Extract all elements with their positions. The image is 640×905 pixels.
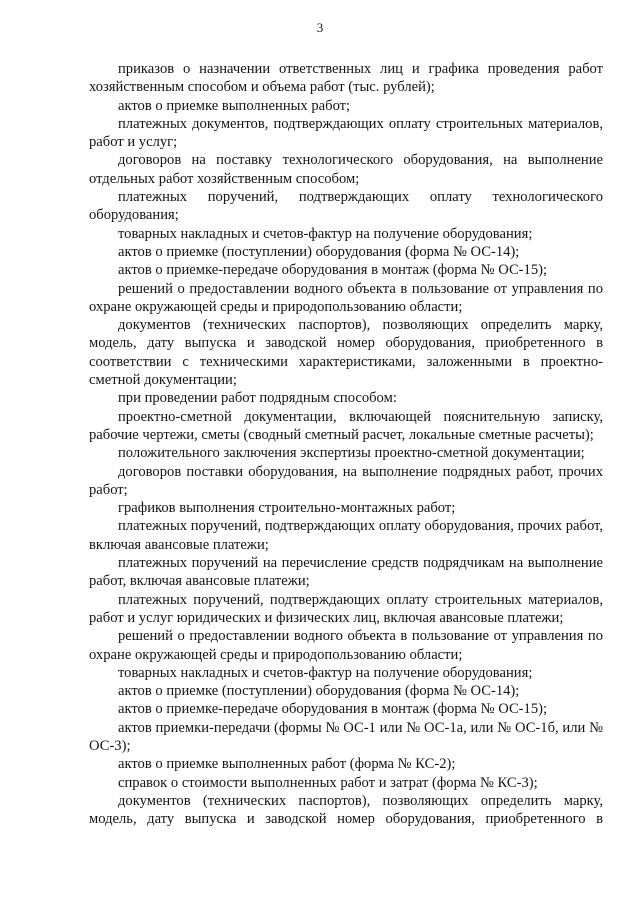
- paragraph: положительного заключения экспертизы проектно-сметной документации;: [118, 445, 585, 462]
- paragraph: актов о приемке (поступлении) оборудования (форма № ОС-14);: [118, 243, 520, 260]
- document-body: [89, 60, 603, 828]
- paragraph: договоров поставки оборудования, на выполнение подрядных работ, прочих работ;: [89, 463, 603, 498]
- paragraph: платежных поручений, подтверждающих оплату технологического оборудования;: [89, 189, 603, 224]
- paragraph: платежных поручений, подтверждающих оплату строительных материалов, работ и услуг юридических и физических лиц, включая авансовые платежи;: [89, 591, 603, 626]
- paragraph: проектно-сметной документации, включающей пояснительную записку, рабочие чертежи, сметы (сводный сметный расчет, локальные сметные расчеты);: [89, 408, 603, 443]
- paragraph: графиков выполнения строительно-монтажных работ;: [118, 500, 456, 517]
- paragraph: актов о приемке выполненных работ (форма № КС-2);: [118, 756, 456, 773]
- paragraph: документов (технических паспортов), позволяющих определить марку, модель, дату выпуска и заводской номер оборудования, приобретенного в: [89, 792, 603, 828]
- paragraph: при проведении работ подрядным способом:: [118, 390, 397, 407]
- paragraph: платежных поручений на перечисление средств подрядчикам на выполнение работ, включая авансовые платежи;: [89, 555, 603, 590]
- paragraph: товарных накладных и счетов-фактур на получение оборудования;: [118, 225, 533, 242]
- paragraph: товарных накладных и счетов-фактур на получение оборудования;: [118, 664, 533, 681]
- paragraph: приказов о назначении ответственных лиц и графика проведения работ хозяйственным способом и объема работ (тыс. рублей);: [89, 61, 603, 96]
- paragraph: документов (технических паспортов), позволяющих определить марку, модель, дату выпуска и заводской номер оборудования, приобретенного в соответствии с техническими характеристиками, заложенными в проектно-сметной документации;: [89, 317, 603, 389]
- paragraph: решений о предоставлении водного объекта в пользование от управления по охране окружающей среды и природопользованию области;: [89, 628, 603, 663]
- page-number: 3: [316, 20, 324, 35]
- paragraph: договоров на поставку технологического оборудования, на выполнение отдельных работ хозяйственным способом;: [89, 152, 603, 187]
- paragraph: актов о приемке-передаче оборудования в монтаж (форма № ОС-15);: [118, 262, 548, 279]
- paragraph: платежных документов, подтверждающих оплату строительных материалов, работ и услуг;: [89, 115, 603, 151]
- paragraph: актов приемки-передачи (формы № ОС-1 или № ОС-1а, или № ОС-1б, или № ОС-3);: [89, 719, 603, 754]
- paragraph: справок о стоимости выполненных работ и затрат (форма № КС-3);: [118, 774, 538, 791]
- paragraph: актов о приемке (поступлении) оборудования (форма № ОС-14);: [118, 683, 520, 700]
- paragraph: актов о приемке выполненных работ;: [118, 97, 351, 114]
- paragraph: актов о приемке-передаче оборудования в монтаж (форма № ОС-15);: [118, 701, 548, 718]
- paragraph: платежных поручений, подтверждающих оплату оборудования, прочих работ, включая авансовые платежи;: [89, 518, 603, 553]
- paragraph: решений о предоставлении водного объекта в пользование от управления по охране окружающей среды и природопользованию области;: [89, 280, 603, 315]
